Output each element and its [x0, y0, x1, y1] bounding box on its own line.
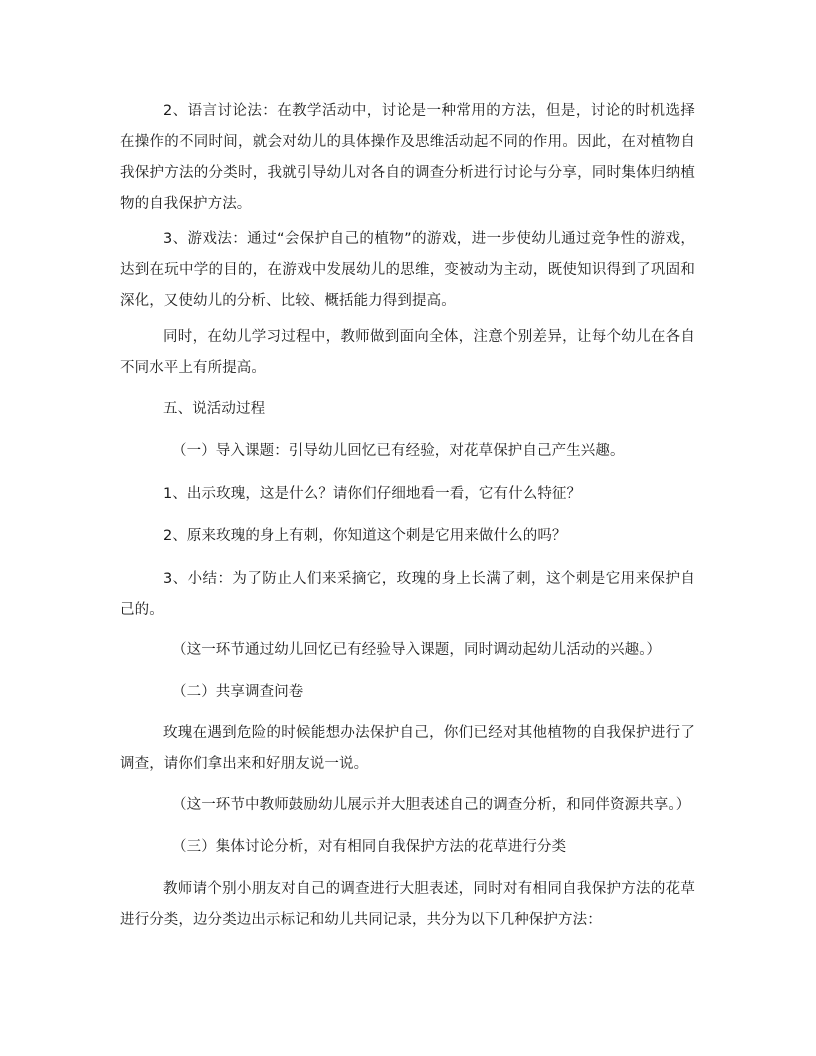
paragraph-language-discussion: 2、语言讨论法：在教学活动中，讨论是一种常用的方法，但是，讨论的时机选择在操作的不同时间，就会对幼儿的具体操作及思维活动起不同的作用。因此，在对植物自我保护方法的分类时，我就引导幼儿对各自的调查分析进行讨论与分享，同时集体归纳植物的自我保护方法。	[120, 103, 695, 212]
paragraph-classification: 教师请个别小朋友对自己的调查进行大胆表述，同时对有相同自我保护方法的花草进行分类，边分类边出示标记和幼儿共同记录，共分为以下几种保护方法：	[120, 881, 695, 928]
subsection-heading-group-discussion: （三）集体讨论分析，对有相同自我保护方法的花草进行分类	[172, 839, 567, 855]
paragraph-rose-protection: 玫瑰在遇到危险的时候能想办法保护自己，你们已经对其他植物的自我保护进行了调查，请你们拿出来和好朋友说一说。	[120, 725, 695, 772]
paragraph-teacher-attention: 同时，在幼儿学习过程中，教师做到面向全体，注意个别差异，让每个幼儿在各自不同水平上有所提高。	[120, 329, 695, 376]
list-item-summary: 3、小结：为了防止人们来采摘它，玫瑰的身上长满了刺，这个刺是它用来保护自己的。	[120, 571, 695, 618]
note-survey-purpose: （这一环节中教师鼓励幼儿展示并大胆表述自己的调查分析，和同伴资源共享。）	[172, 797, 691, 813]
subsection-heading-share-survey: （二）共享调查问卷	[172, 684, 304, 700]
list-item-rose-thorns: 2、原来玫瑰的身上有刺，你知道这个刺是它用来做什么的吗？	[163, 528, 567, 544]
list-item-show-rose: 1、出示玫瑰，这是什么？请你们仔细地看一看，它有什么特征？	[163, 486, 582, 502]
paragraph-game-method: 3、游戏法：通过“会保护自己的植物”的游戏，进一步使幼儿通过竞争性的游戏，达到在玩中学的目的，在游戏中发展幼儿的思维，变被动为主动，既使知识得到了巩固和深化，又使幼儿的分析、比较、概括能力得到提高。	[120, 231, 695, 309]
note-introduction-purpose: （这一环节通过幼儿回忆已有经验导入课题，同时调动起幼儿活动的兴趣。）	[172, 642, 662, 658]
section-heading-activity-process: 五、说活动过程	[163, 401, 266, 417]
subsection-heading-introduction: （一）导入课题：引导幼儿回忆已有经验，对花草保护自己产生兴趣。	[172, 443, 625, 459]
